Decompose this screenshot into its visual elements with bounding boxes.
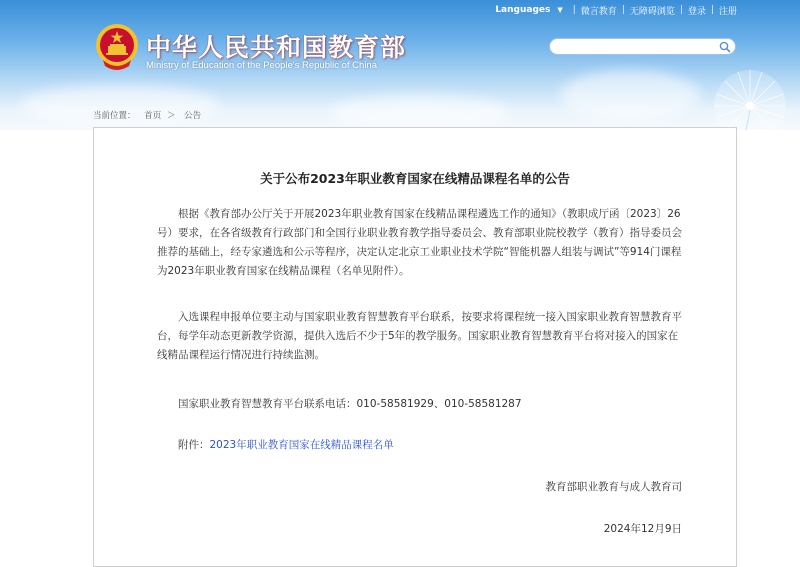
publish-date: 2024年12月9日 [603, 523, 682, 535]
top-utility-bar [490, 4, 742, 16]
article-title: 关于公布2023年职业教育国家在线精品课程名单的公告 [260, 171, 570, 186]
article-container [93, 127, 737, 567]
languages-menu[interactable] [490, 5, 572, 15]
article-paragraph-2: 入选课程申报单位要主动与国家职业教育智慧教育平台联系，按要求将课程统一接入国家职业教育智慧教育平台，每学年动态更新教学资源，提供入选后不少于5年的教学服务。国家职业教育智慧教育平台将对接入的国家在线精品课程运行情况进行持续监测。 [157, 311, 682, 361]
divider: | [679, 5, 683, 15]
signature: 教育部职业教育与成人教育司 [545, 481, 682, 493]
divider: | [572, 5, 576, 15]
breadcrumb [93, 109, 204, 121]
national-emblem-icon [94, 22, 140, 72]
languages-label: Languages [495, 5, 551, 15]
attachment-label: 附件： [178, 439, 210, 451]
search-input[interactable] [556, 40, 714, 53]
attachment-link[interactable]: 2023年职业教育国家在线精品课程名单 [209, 439, 394, 451]
search-box [549, 38, 736, 55]
register-link[interactable]: 注册 [718, 6, 737, 17]
accessibility-link[interactable]: 无障碍浏览 [629, 6, 675, 17]
login-link[interactable]: 登录 [687, 6, 706, 17]
divider: | [710, 5, 714, 15]
site-subtitle: Ministry of Education of the People's Republic of China [146, 60, 377, 71]
breadcrumb-separator: ＞ [166, 111, 176, 121]
site-title: 中华人民共和国教育部 [146, 33, 407, 62]
chevron-down-icon: ▼ [557, 6, 563, 14]
contact-phone: 国家职业教育智慧教育平台联系电话：010-58581929、010-58581287 [178, 398, 522, 410]
breadcrumb-home-link[interactable]: 首页 [144, 111, 162, 121]
dandelion-decoration [640, 56, 800, 130]
breadcrumb-current-link[interactable]: 公告 [184, 111, 202, 121]
attachment-line [178, 437, 394, 452]
cloud-decoration [330, 95, 510, 130]
search-icon[interactable] [719, 41, 731, 53]
article-paragraph-1: 根据《教育部办公厅关于开展2023年职业教育国家在线精品课程遴选工作的通知》（教职成厅函〔2023〕26号）要求，在各省级教育行政部门和全国行业职业教育教学指导委员会、教育部职业院校教学（教育）指导委员会推荐的基础上，经专家遴选和公示等程序，决定认定北京工业职业技术学院“智能机器人组装与调试”等914门课程为2023年职业教育国家在线精品课程（名单见附件）。 [157, 208, 682, 277]
weibo-link[interactable]: 微言教育 [580, 6, 617, 17]
divider: | [621, 5, 625, 15]
breadcrumb-prefix: 当前位置： [93, 111, 136, 121]
